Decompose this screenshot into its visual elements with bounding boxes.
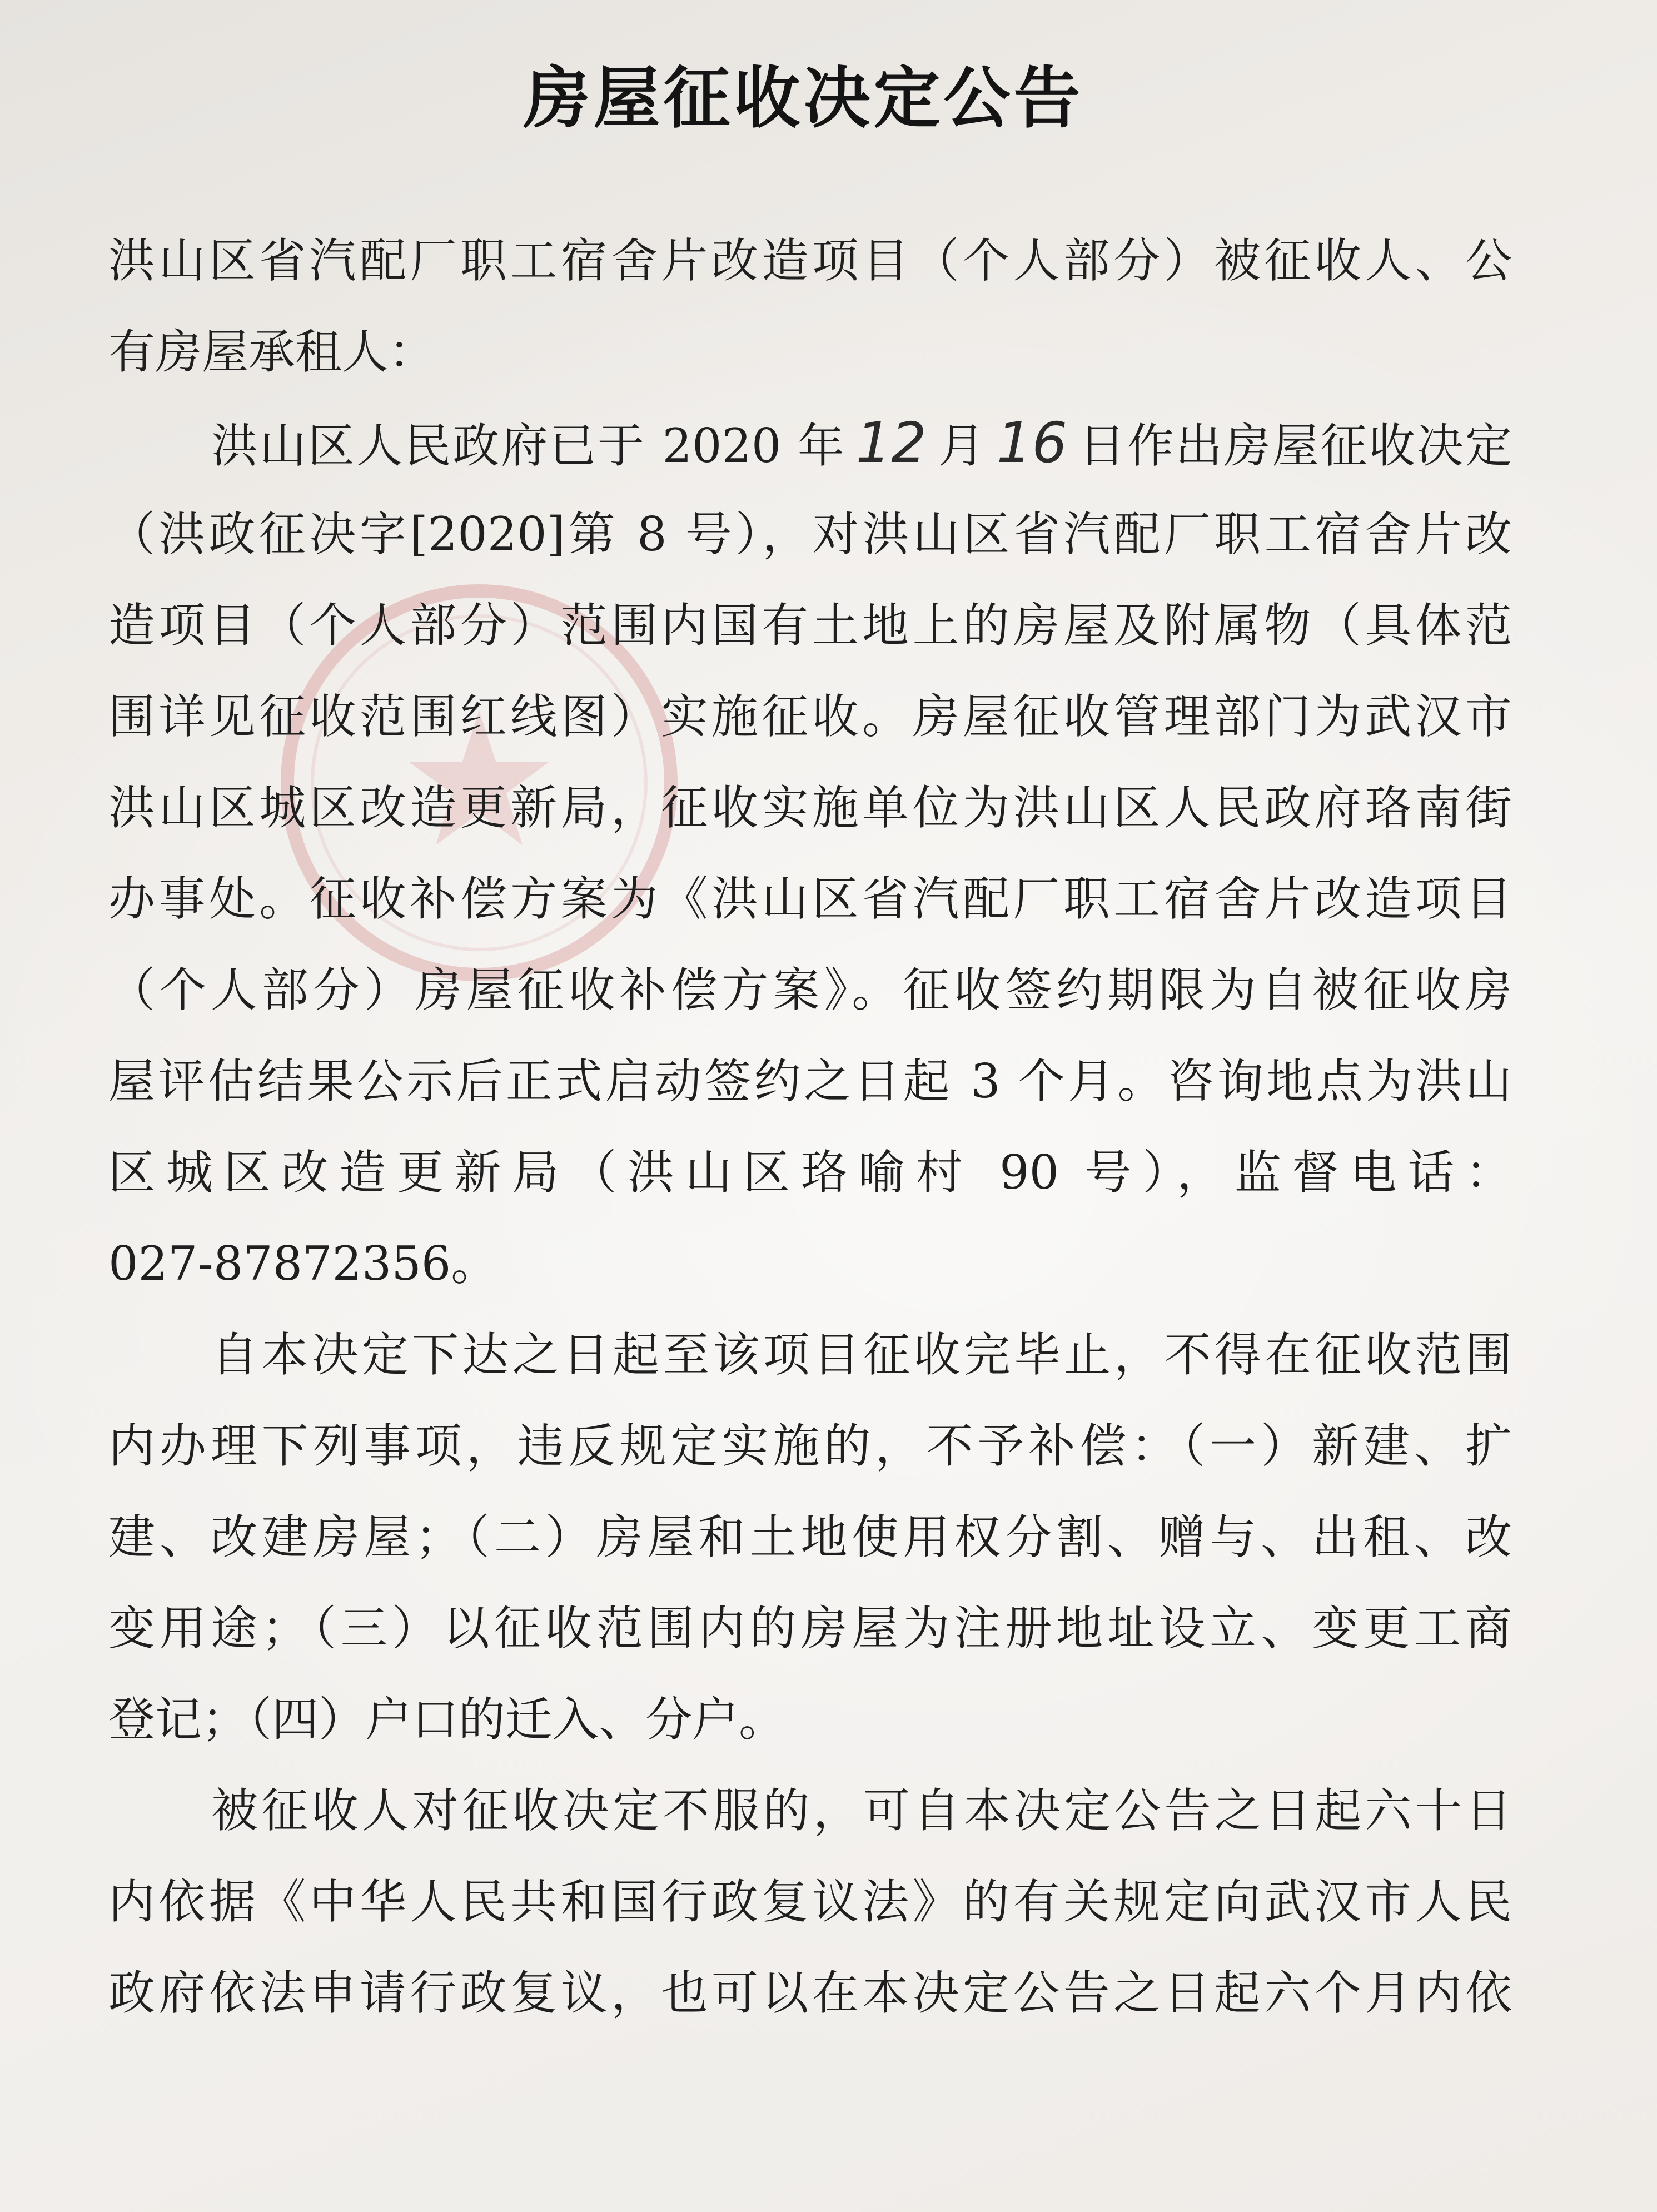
- text-line: 造项目（个人部分）范围内国有土地上的房屋及附属物（具体范: [108, 598, 1512, 653]
- text-line: 内办理下列事项，违反规定实施的，不予补偿：（一）新建、扩: [108, 1419, 1512, 1473]
- notice-body: [108, 215, 1512, 2039]
- paragraph-restrictions: [108, 1309, 1512, 1765]
- text-line: （个人部分）房屋征收补偿方案》。征收签约期限为自被征收房: [108, 963, 1512, 1017]
- text-line: 027-87872356。: [108, 1236, 498, 1291]
- paragraph-decision: [108, 397, 1512, 1309]
- text-segment: 洪山区人民政府已于 2020 年: [211, 419, 846, 473]
- text-line: 内依据《中华人民共和国行政复议法》的有关规定向武汉市人民: [108, 1875, 1512, 1929]
- text-line: 建、改建房屋；（二）房屋和土地使用权分割、赠与、出租、改: [108, 1510, 1512, 1564]
- text-segment: 月: [937, 419, 987, 473]
- handwritten-month: 12: [855, 410, 927, 475]
- paragraph-appeal: [108, 1765, 1512, 2039]
- text-line: 区城区改造更新局（洪山区珞喻村 90 号），监督电话：: [108, 1145, 1512, 1200]
- text-line: 洪山区省汽配厂职工宿舍片改造项目（个人部分）被征收人、公: [108, 233, 1512, 288]
- text-line: （洪政征决字[2020]第 8 号），对洪山区省汽配厂职工宿舍片改: [108, 507, 1512, 561]
- text-line-with-handwritten-date: [108, 397, 1512, 489]
- text-line: 被征收人对征收决定不服的，可自本决定公告之日起六十日: [211, 1783, 1512, 1838]
- text-line: 屋评估结果公示后正式启动签约之日起 3 个月。咨询地点为洪山: [108, 1054, 1512, 1109]
- text-line: 自本决定下达之日起至该项目征收完毕止，不得在征收范围: [211, 1328, 1512, 1382]
- paragraph-addressee: [108, 215, 1512, 397]
- text-line: 围详见征收范围红线图）实施征收。房屋征收管理部门为武汉市: [108, 689, 1512, 744]
- text-line: 洪山区城区改造更新局，征收实施单位为洪山区人民政府珞南街: [108, 781, 1512, 835]
- text-line: 办事处。征收补偿方案为《洪山区省汽配厂职工宿舍片改造项目: [108, 872, 1512, 926]
- text-line: 有房屋承租人：: [108, 325, 436, 379]
- text-line: 变用途；（三）以征收范围内的房屋为注册地址设立、变更工商: [108, 1601, 1512, 1656]
- text-line: 登记；（四）户口的迁入、分户。: [108, 1692, 786, 1747]
- text-line: 政府依法申请行政复议，也可以在本决定公告之日起六个月内依: [108, 1966, 1512, 2020]
- page-title: 房屋征收决定公告: [523, 60, 1084, 137]
- handwritten-day: 16: [996, 410, 1068, 475]
- text-segment: 日作出房屋征收决定: [1077, 419, 1512, 473]
